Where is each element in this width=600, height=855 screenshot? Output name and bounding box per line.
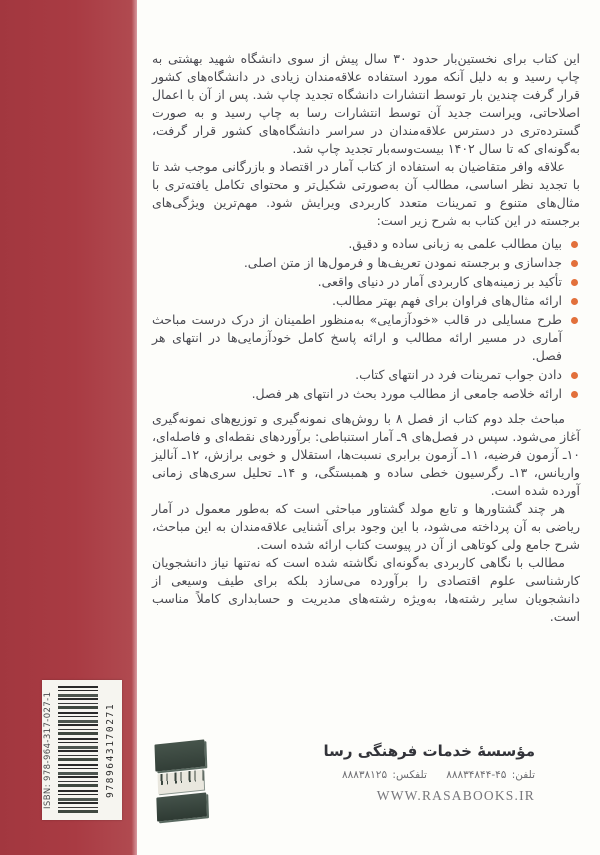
feature-text: دادن جواب تمرینات فرد در انتهای کتاب. [355, 367, 562, 382]
paragraph-intro: این کتاب برای نخستین‌بار حدود ۳۰ سال پیش از سوی دانشگاه شهید بهشتی به چاپ رسید و به دلیل آنکه مورد استفاده علاقه‌مندان زیادی در دانشگاه‌های کشور قرار گرفت چندین بار توسط انتشارات دانشگاه تجدید چاپ شد. پس از آن با اعمال اصلاحاتی، ویراست جدید آن توسط انتشارات رسا به چاپ رسید و به صورت گسترده‌تری در دسترس علاقه‌مندان در سراسر دانشگاه‌های کشور قرار گرفت، به‌گونه‌ای که تا سال ۱۴۰۲ بیست‌وسه‌بار تجدید چاپ شد. [152, 51, 580, 156]
description-text [152, 50, 580, 626]
feature-text: بیان مطالب علمی به زبانی ساده و دقیق. [348, 236, 562, 251]
feature-item [152, 235, 580, 253]
rasa-logo-bottom-block [156, 792, 207, 821]
publisher-info [217, 742, 535, 804]
feature-text: طرح مسایلی در قالب «خودآزمایی» به‌منظور اطمینان از درک درست مباحث آماری در مسیر ارائه مطالب و ارائه پاسخ کامل خودآزمایی‌ها در انتهای هر فصل. [152, 312, 562, 363]
feature-item [152, 311, 580, 365]
publisher-website: WWW.RASABOOKS.IR [376, 788, 535, 803]
publisher-block [152, 742, 580, 842]
bullet-dot-icon [571, 241, 578, 248]
bullet-dot-icon [571, 260, 578, 267]
paragraph-volume2-contents: مباحث جلد دوم کتاب از فصل ۸ با روش‌های نمونه‌گیری و توزیع‌های نمونه‌گیری آغاز می‌شود. سپس در فصل‌های ۹ـ آمار استنباطی: برآوردهای نقطه‌ای و فاصله‌ای، ۱۰ـ آزمون فرضیه، ۱۱ـ آزمون برابری نسبت‌ها، استقلال و خوبی برازش، ۱۲ـ آنالیز واریانس، ۱۳ـ رگرسیون خطی ساده و همبستگی، و ۱۴ـ تحلیل سری‌های زمانی آورده شده است. [152, 411, 581, 498]
bullet-dot-icon [571, 391, 578, 398]
publisher-name: مؤسسهٔ خدمات فرهنگی رسا [323, 742, 535, 760]
feature-item [152, 385, 580, 403]
feature-item [152, 273, 580, 291]
features-list [152, 235, 580, 403]
feature-item [152, 292, 580, 310]
bullet-dot-icon [571, 298, 578, 305]
feature-text: تأکید بر زمینه‌های کاربردی آمار در دنیای واقعی. [317, 274, 562, 289]
publisher-contact [217, 769, 535, 781]
publisher-phone: تلفن: ۴۵-۸۸۸۳۴۸۴۴ [446, 769, 535, 781]
bullet-dot-icon [571, 279, 578, 286]
feature-item [152, 366, 580, 384]
feature-item [152, 254, 580, 272]
isbn-label: ISBN: 978-964-317-027-1 [43, 691, 53, 809]
feature-text: ارائه خلاصه جامعی از مطالب مورد بحث در انتهای هر فصل. [251, 386, 562, 401]
isbn-barcode-panel [42, 680, 122, 820]
barcode-number: 9789643170271 [105, 702, 116, 798]
red-spine-band [0, 0, 137, 855]
bullet-dot-icon [571, 372, 578, 379]
paragraph-audience: مطالب با نگاهی کاربردی به‌گونه‌ای نگاشته شده است که نه‌تنها نیاز دانشجویان کارشناسی علوم اقتصادی را برآورده می‌سازد بلکه برای طیف وسیعی از دانشجویان سایر رشته‌ها، به‌ویژه رشته‌های مدیریت و حسابداری کاملاً مناسب است. [152, 555, 580, 624]
barcode-icon [58, 686, 98, 814]
paragraph-appendix: هر چند گشتاورها و تابع مولد گشتاور مباحثی است که به‌طور معمول در آمار ریاضی به آن پرداخته می‌شود، با این وجود برای آشنایی علاقه‌مندان به این مباحث، شرح جامع ولی کوتاهی از آن در پیوست کتاب ارائه شده است. [152, 501, 580, 552]
rasa-logo [150, 741, 210, 835]
paragraph-revision: علاقه وافر متقاضیان به استفاده از کتاب آمار در اقتصاد و بازرگانی موجب شد تا با تجدید نظر اساسی، مطالب آن به‌صورتی شکیل‌تر و محتوای تکامل یافته‌تری با مثال‌های متنوع و تمرینات متعدد کاربردی ویرایش شود. مهم‌ترین ویژگی‌های برجسته در این کتاب به شرح زیر است: [152, 159, 580, 228]
publisher-fax: تلفکس: ۸۸۸۳۸۱۲۵ [341, 769, 427, 781]
feature-text: ارائه مثال‌های فراوان برای فهم بهتر مطالب. [332, 293, 562, 308]
feature-text: جداسازی و برجسته نمودن تعریف‌ها و فرمول‌ها از متن اصلی. [243, 255, 562, 270]
bullet-dot-icon [571, 317, 578, 324]
rasa-logo-top-block [154, 739, 205, 771]
rasa-logo-calligraphy-band [157, 770, 204, 795]
